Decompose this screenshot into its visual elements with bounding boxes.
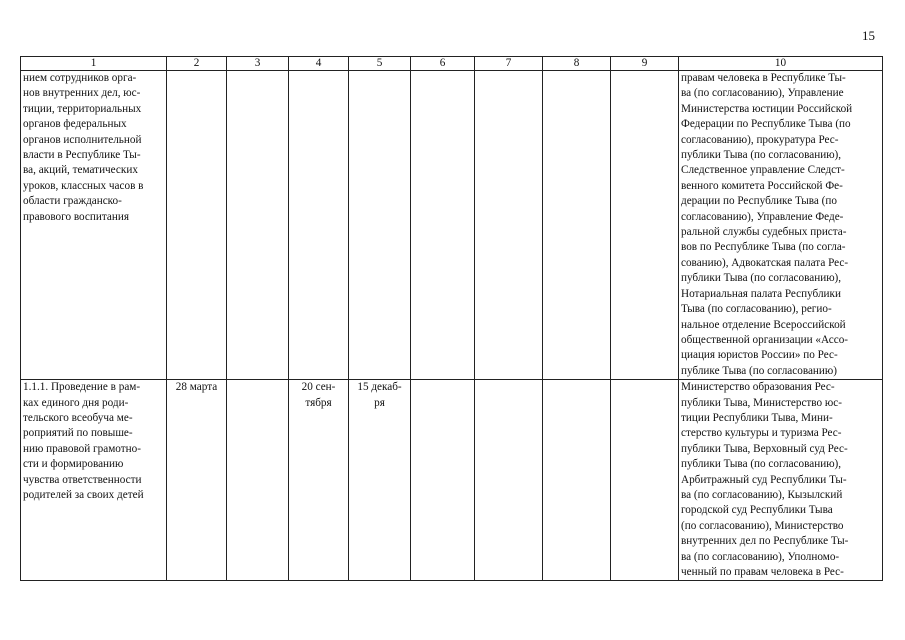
table-cell xyxy=(543,71,611,380)
responsible-parties-cell: правам человека в Республике Ты- ва (по согласованию), Управление Министерства юстиции Российской Федерации по Республике Тыва (по согласованию), прокуратура Рес- публики Тыва (по согласованию), Следственное управление Следст- венного комитета Российской Фе- дерации по Республике Тыва (по согласованию), Управление Феде- ральной службы судебных приста- вов по Республике Тыва (по согла- сованию), Адвокатская палата Рес- публики Тыва (по согласованию), Нотариальная палата Республики Тыва (по согласованию), регио- нальное отделение Всероссийской общественной организации «Ассо- циация юристов России» по Рес- публике Тыва (по согласованию) xyxy=(679,71,883,380)
column-header-7: 7 xyxy=(475,57,543,71)
table-row xyxy=(21,380,883,581)
table-cell xyxy=(475,71,543,380)
table-cell xyxy=(227,380,289,581)
table-cell xyxy=(475,380,543,581)
page-number: 15 xyxy=(862,28,875,43)
date-cell: 20 сен- тября xyxy=(289,380,349,581)
column-header-5: 5 xyxy=(349,57,411,71)
table-cell xyxy=(611,71,679,380)
table-cell xyxy=(227,71,289,380)
column-header-2: 2 xyxy=(167,57,227,71)
table-cell xyxy=(411,71,475,380)
table-cell xyxy=(289,71,349,380)
column-header-8: 8 xyxy=(543,57,611,71)
column-header-1: 1 xyxy=(21,57,167,71)
table-cell xyxy=(411,380,475,581)
table-cell xyxy=(611,380,679,581)
table-cell xyxy=(349,71,411,380)
column-header-6: 6 xyxy=(411,57,475,71)
date-cell: 15 декаб- ря xyxy=(349,380,411,581)
column-header-9: 9 xyxy=(611,57,679,71)
column-header-4: 4 xyxy=(289,57,349,71)
date-cell: 28 марта xyxy=(167,380,227,581)
table-cell xyxy=(167,71,227,380)
table-cell xyxy=(543,380,611,581)
header-row xyxy=(21,57,883,71)
column-header-3: 3 xyxy=(227,57,289,71)
activity-description-cell: 1.1.1. Проведение в рам- ках единого дня роди- тельского всеобуча ме- роприятий по повыше- нию правовой грамотно- сти и формированию чувства ответственности родителей за своих детей xyxy=(21,380,167,581)
column-header-10: 10 xyxy=(679,57,883,71)
activity-description-cell: нием сотрудников орга- нов внутренних дел, юс- тиции, территориальных органов федеральных органов исполнительной власти в Республике Ты- ва, акций, тематических уроков, классных часов в области гражданско- правового воспитания xyxy=(21,71,167,380)
responsible-parties-cell: Министерство образования Рес- публики Тыва, Министерство юс- тиции Республики Тыва, Мини- стерство культуры и туризма Рес- публики Тыва, Верховный суд Рес- публики Тыва (по согласованию), Арбитражный суд Республики Ты- ва (по согласованию), Кызылский городской суд Республики Тыва (по согласованию), Министерство внутренних дел по Республике Ты- ва (по согласованию), Уполномо- ченный по правам человека в Рес- xyxy=(679,380,883,581)
plan-table xyxy=(20,56,883,581)
table-row xyxy=(21,71,883,380)
